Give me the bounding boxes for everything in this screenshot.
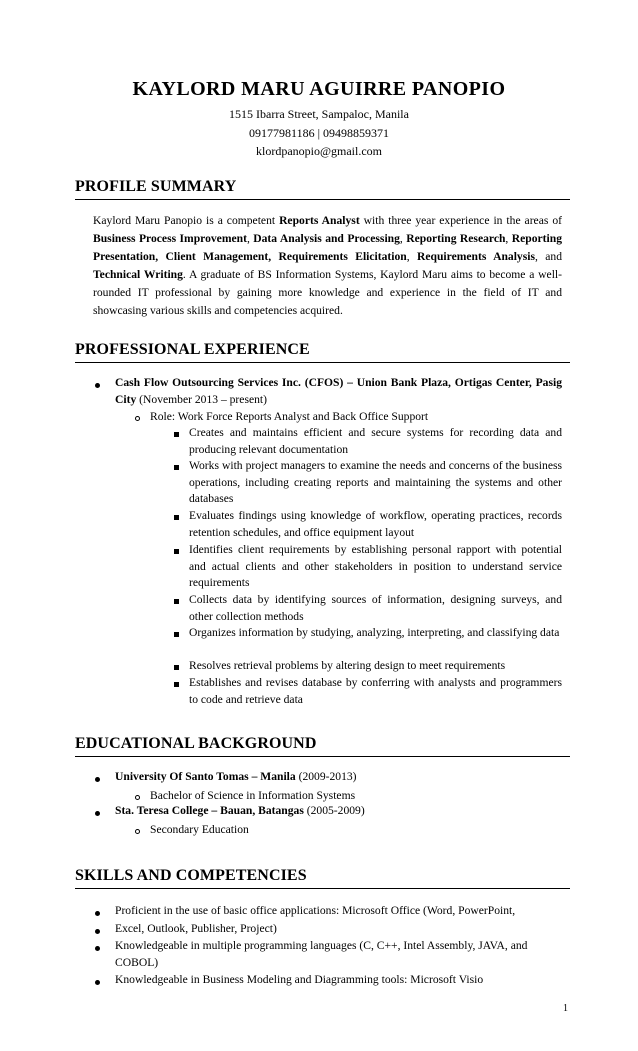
section-title-education: EDUCATIONAL BACKGROUND	[75, 735, 317, 752]
square-bullet-icon	[174, 549, 179, 554]
duty-item: Identifies client requirements by establishing personal rapport with potential and actual clients and other stakeholders in position to understand service requirements	[189, 543, 562, 590]
sub-bullet-icon	[135, 795, 140, 800]
address: 1515 Ibarra Street, Sampaloc, Manila	[229, 107, 409, 121]
degree-text: Secondary Education	[150, 823, 249, 836]
bullet-icon	[95, 946, 100, 951]
section-title-profile: PROFILE SUMMARY	[75, 178, 237, 195]
duty-item: Collects data by identifying sources of information, designing surveys, and other collection methods	[189, 593, 562, 623]
degree-text: Bachelor of Science in Information Systems	[150, 789, 356, 802]
section-divider	[75, 756, 570, 757]
school-entry: University Of Santo Tomas – Manila (2009-2013)	[115, 770, 357, 783]
skill-item: Excel, Outlook, Publisher, Project)	[115, 922, 277, 935]
square-bullet-icon	[174, 682, 179, 687]
email: klordpanopio@gmail.com	[255, 144, 383, 158]
section-divider	[75, 199, 570, 200]
phone-numbers: 09177981186 | 09498859371	[249, 126, 389, 140]
section-divider	[75, 888, 570, 889]
duty-item: Establishes and revises database by conferring with analysts and programmers to code and retrieve data	[189, 676, 562, 706]
sub-bullet-icon	[135, 829, 140, 834]
role-text: Role: Work Force Reports Analyst and Back Office Support	[150, 410, 429, 423]
duty-item: Works with project managers to examine the needs and concerns of the business operations, including creating reports and maintaining the systems and other databases	[189, 459, 562, 506]
bullet-icon	[95, 777, 100, 782]
skill-item: Knowledgeable in multiple programming languages (C, C++, Intel Assembly, JAVA, and COBOL)	[115, 939, 528, 969]
candidate-name: KAYLORD MARU AGUIRRE PANOPIO	[132, 78, 506, 100]
skill-item: Knowledgeable in Business Modeling and Diagramming tools: Microsoft Visio	[115, 973, 484, 986]
school-entry: Sta. Teresa College – Bauan, Batangas (2005-2009)	[115, 804, 365, 817]
sub-bullet-icon	[135, 416, 140, 421]
duty-item: Creates and maintains efficient and secure systems for recording data and producing relevant documentation	[189, 426, 562, 456]
skill-item: Proficient in the use of basic office applications: Microsoft Office (Word, PowerPoint,	[115, 904, 516, 917]
square-bullet-icon	[174, 515, 179, 520]
duty-item: Evaluates findings using knowledge of workflow, operating practices, records retention schedules, and office equipment layout	[189, 509, 562, 539]
bullet-icon	[95, 929, 100, 934]
section-title-experience: PROFESSIONAL EXPERIENCE	[75, 341, 310, 358]
duty-item: Organizes information by studying, analyzing, interpreting, and classifying data	[189, 626, 560, 639]
duty-item: Resolves retrieval problems by altering design to meet requirements	[189, 659, 506, 672]
square-bullet-icon	[174, 599, 179, 604]
square-bullet-icon	[174, 432, 179, 437]
employer-entry: Cash Flow Outsourcing Services Inc. (CFOS) – Union Bank Plaza, Ortigas Center, Pasig City (November 2013 – present)	[115, 376, 562, 406]
bullet-icon	[95, 911, 100, 916]
profile-summary-text: Kaylord Maru Panopio is a competent Reports Analyst with three year experience in the areas of Business Process Improvement, Data Analysis and Processing, Reporting Research, Reporting Presentation, Client Management, Requirements Elicitation, Requirements Analysis, and Technical Writing. A graduate of BS Information Systems, Kaylord Maru aims to become a well-rounded IT professional by gaining more knowledge and experience in the field of IT and showcasing various skills and competencies acquired.	[93, 214, 562, 317]
bullet-icon	[95, 811, 100, 816]
square-bullet-icon	[174, 665, 179, 670]
section-divider	[75, 362, 570, 363]
page-number: 1	[563, 1003, 568, 1014]
square-bullet-icon	[174, 465, 179, 470]
section-title-skills: SKILLS AND COMPETENCIES	[75, 867, 307, 884]
square-bullet-icon	[174, 632, 179, 637]
bullet-icon	[95, 980, 100, 985]
bullet-icon	[95, 383, 100, 388]
